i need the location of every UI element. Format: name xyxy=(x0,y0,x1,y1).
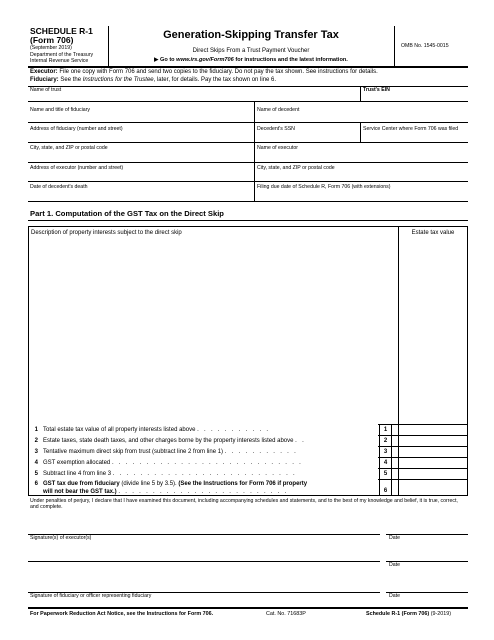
schedule-title: SCHEDULE R-1 xyxy=(30,26,93,36)
decedent-name-field[interactable]: Name of decedent xyxy=(257,107,300,113)
date1-input[interactable] xyxy=(386,520,468,534)
form-number: (Form 706) xyxy=(30,35,74,45)
date-of-death-field[interactable]: Date of decedent's death xyxy=(30,184,88,190)
line-1: 1 Total estate tax value of all property interests listed above . . . . . . . . . . . 1 xyxy=(30,425,466,435)
trusts-ein-field[interactable]: Trust's EIN xyxy=(363,87,390,93)
value-entry-area[interactable] xyxy=(399,240,467,423)
date3-label: Date xyxy=(389,593,400,599)
fiduciary-text-2: , later, for details. Pay the tax shown on line 6. xyxy=(153,77,277,83)
line-1-amount-input[interactable] xyxy=(399,425,467,435)
form-subtitle: Direct Skips From a Trust Payment Voucher xyxy=(192,48,310,54)
name-of-trust-field[interactable]: Name of trust xyxy=(30,87,62,93)
executor-name-field[interactable]: Name of executor xyxy=(257,145,298,151)
header-rule xyxy=(28,66,468,68)
line-1-box: 1 xyxy=(379,425,392,435)
line-4-box: 4 xyxy=(379,458,392,468)
department-line1: Department of the Treasury xyxy=(30,52,94,58)
footer-rule xyxy=(28,607,468,609)
fiduciary-text-1: See the xyxy=(58,77,83,83)
form-identifier: Schedule R-1 (Form 706) (9-2019) xyxy=(366,611,452,617)
goto-suffix: for instructions and the latest information. xyxy=(233,57,348,63)
cat-number: Cat. No. 71683P xyxy=(266,611,306,617)
date1-label: Date xyxy=(389,535,400,541)
line-6-box: 6 xyxy=(379,480,392,496)
line-6-amount-input[interactable] xyxy=(399,480,467,496)
perjury-statement: Under penalties of perjury, I declare that I have examined this document, including accompanying schedules and statements, and to the best of my knowledge and belief, it is true, correct, and complete. xyxy=(30,498,458,510)
line-4: 4 GST exemption allocated . . . . . . . . . . . . . . . . . . . . . . . . . . . . 4 xyxy=(30,458,466,468)
line-4-amount-input[interactable] xyxy=(399,458,467,468)
decedent-ssn-field[interactable]: Decedent's SSN xyxy=(257,126,295,132)
paperwork-notice: For Paperwork Reduction Act Notice, see the Instructions for Form 706. xyxy=(30,611,214,617)
fiduciary-italic: Instructions for the Trustee xyxy=(82,77,154,83)
line-2-amount-input[interactable] xyxy=(399,436,467,446)
fiduciary-city-field[interactable]: City, state, and ZIP or postal code xyxy=(30,145,108,151)
service-center-field[interactable]: Service Center where Form 706 was filed xyxy=(363,126,459,132)
line-5-amount-input[interactable] xyxy=(399,469,467,479)
irs-url-link[interactable]: www.irs.gov/Form706 xyxy=(176,57,234,63)
department-line2: Internal Revenue Service xyxy=(30,58,89,64)
instructions-link-line xyxy=(108,57,394,64)
line-3-box: 3 xyxy=(379,447,392,457)
executor-address-field[interactable]: Address of executor (number and street) xyxy=(30,165,124,171)
revision-date: (September 2019) xyxy=(30,45,72,51)
filing-due-date-field[interactable]: Filing due date of Schedule R, Form 706 (with extensions) xyxy=(257,184,391,190)
line-2-box: 2 xyxy=(379,436,392,446)
date2-input[interactable] xyxy=(386,547,468,561)
description-column-header: Description of property interests subject to the direct skip xyxy=(31,230,182,236)
line-3: 3 Tentative maximum direct skip from trust (subtract line 2 from line 1) . . . . . . . . . . . 3 xyxy=(30,447,466,457)
goto-prefix: ▶ Go to xyxy=(154,57,177,63)
form-title: Generation-Skipping Transfer Tax xyxy=(163,29,339,41)
line-5: 5 Subtract line 4 from line 3 . . . . . . . . . . . . . . . . . . . . . . . . . . . 5 xyxy=(30,469,466,479)
fiduciary-signature-input[interactable] xyxy=(28,578,380,592)
executor-text: File one copy with Form 706 and send two copies to the fiduciary. Do not pay the tax shown. See instructions for details. xyxy=(57,69,378,75)
executor-signature-input[interactable] xyxy=(28,520,380,534)
line-5-box: 5 xyxy=(379,469,392,479)
omb-number: OMB No. 1545-0015 xyxy=(401,43,449,49)
line-6: 6 GST tax due from fiduciary (divide line 5 by 3.5). (See the Instructions for Form 706 if property will not bear the GST tax.) . . . . . . . . . . . . . . . . . . . . . . . . . 6 xyxy=(30,480,466,496)
description-entry-area[interactable] xyxy=(29,240,398,423)
fiduciary-address-field[interactable]: Address of fiduciary (number and street) xyxy=(30,126,123,132)
part1-title: Part 1. Computation of the GST Tax on the Direct Skip xyxy=(30,209,224,218)
line-2: 2 Estate taxes, state death taxes, and other charges borne by the property interests listed above . . 2 xyxy=(30,436,466,446)
executor-city-field[interactable]: City, state, and ZIP or postal code xyxy=(257,165,335,171)
value-column-header: Estate tax value xyxy=(411,230,455,236)
executor-label: Executor: xyxy=(30,69,58,75)
header-divider-right xyxy=(394,26,395,66)
line-3-amount-input[interactable] xyxy=(399,447,467,457)
fiduciary-instruction xyxy=(30,77,470,84)
date3-input[interactable] xyxy=(386,578,468,592)
executor-signature-label: Signature(s) of executor(s) xyxy=(30,535,92,541)
fiduciary-signature-label: Signature of fiduciary or officer representing fiduciary xyxy=(30,593,152,599)
date2-label: Date xyxy=(389,562,400,568)
executor-instruction xyxy=(30,69,470,76)
fiduciary-label: Fiduciary: xyxy=(30,77,59,83)
fiduciary-name-field[interactable]: Name and title of fiduciary xyxy=(30,107,90,113)
